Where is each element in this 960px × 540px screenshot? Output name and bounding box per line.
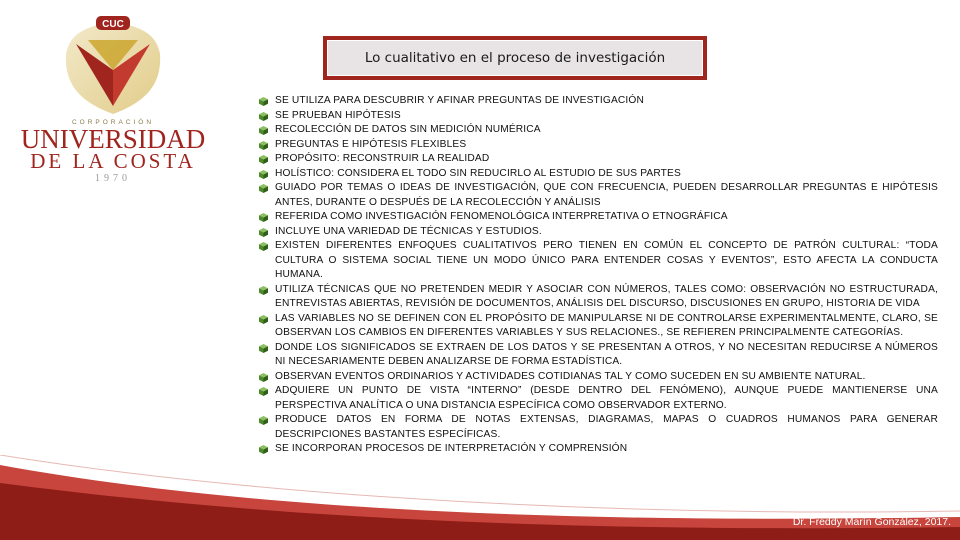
- logo-badge-text: CUC: [102, 19, 124, 30]
- green-cube-icon: [259, 141, 268, 150]
- bullet-text: HOLÍSTICO: CONSIDERA EL TODO SIN REDUCIRLO AL ESTUDIO DE SUS PARTES: [275, 167, 681, 179]
- bullet-item: [258, 94, 938, 109]
- bullet-list: [258, 94, 938, 457]
- bullet-item: [258, 312, 938, 341]
- bullet-text: RECOLECCIÓN DE DATOS SIN MEDICIÓN NUMÉRICA: [275, 124, 541, 135]
- slide-title: Lo cualitativo en el proceso de investigación: [364, 50, 666, 66]
- green-cube-icon: [259, 387, 268, 396]
- bullet-text: PREGUNTAS E HIPÓTESIS FLEXIBLES: [275, 138, 467, 150]
- bullet-item: [258, 239, 938, 283]
- bullet-text: OBSERVAN EVENTOS ORDINARIOS Y ACTIVIDADES COTIDIANAS TAL Y COMO SUCEDEN EN SU AMBIENTE NATURAL.: [275, 370, 866, 382]
- bullet-text: SE PRUEBAN HIPÓTESIS: [275, 109, 401, 121]
- green-cube-icon: [259, 228, 268, 237]
- green-cube-icon: [259, 416, 268, 425]
- logo-arc-text: CORPORACIÓN: [71, 119, 155, 126]
- bullet-text: INCLUYE UNA VARIEDAD DE TÉCNICAS Y ESTUDIOS.: [275, 225, 542, 237]
- green-cube-icon: [259, 344, 268, 353]
- university-logo: [18, 14, 208, 184]
- green-cube-icon: [259, 97, 268, 106]
- green-cube-icon: [259, 155, 268, 164]
- bullet-text: REFERIDA COMO INVESTIGACIÓN FENOMENOLÓGICA INTERPRETATIVA O ETNOGRÁFICA: [275, 211, 728, 222]
- green-cube-icon: [259, 184, 268, 193]
- bullet-text: ADQUIERE UN PUNTO DE VISTA “INTERNO” (DESDE DENTRO DEL FENÓMENO), AUNQUE PUEDE MANTIENERSE UNA PERSPECTIVA ANALÍTICA O UNA DISTANCIA ESPECÍFICA COMO OBSERVADOR EXTERNO.: [275, 385, 938, 411]
- bullet-item: [258, 283, 938, 312]
- bullet-item: [258, 341, 938, 370]
- bullet-item: [258, 123, 938, 138]
- slide-title-box: [323, 36, 707, 80]
- bullet-text: PRODUCE DATOS EN FORMA DE NOTAS EXTENSAS, DIAGRAMAS, MAPAS O CUADROS HUMANOS PARA GENERAR DESCRIPCIONES BASTANTES ESPECÍFICAS.: [275, 414, 938, 440]
- bullet-item: [258, 225, 938, 240]
- logo-name-line2: DE LA COSTA: [30, 149, 196, 173]
- bullet-item: [258, 210, 938, 225]
- green-cube-icon: [259, 445, 268, 454]
- bullet-item: [258, 181, 938, 210]
- bullet-text: EXISTEN DIFERENTES ENFOQUES CUALITATIVOS PERO TIENEN EN COMÚN EL CONCEPTO DE PATRÓN CULTURAL: “TODA CULTURA O SISTEMA SOCIAL TIENE UN MODO ÚNICO PARA ENTENDER COSAS Y EVENTOS”, ESTO AFECTA LA CONDUCTA HUMANA.: [275, 240, 938, 280]
- green-cube-icon: [259, 112, 268, 121]
- bullet-text: SE INCORPORAN PROCESOS DE INTERPRETACIÓN Y COMPRENSIÓN: [275, 443, 628, 454]
- green-cube-icon: [259, 315, 268, 324]
- green-cube-icon: [259, 126, 268, 135]
- bullet-item: [258, 384, 938, 413]
- bullet-item: [258, 167, 938, 182]
- green-cube-icon: [259, 170, 268, 179]
- bullet-item: [258, 413, 938, 442]
- bullet-text: SE UTILIZA PARA DESCUBRIR Y AFINAR PREGUNTAS DE INVESTIGACIÓN: [275, 95, 644, 106]
- green-cube-icon: [259, 286, 268, 295]
- green-cube-icon: [259, 242, 268, 251]
- green-cube-icon: [259, 213, 268, 222]
- green-cube-icon: [259, 373, 268, 382]
- bullet-text: LAS VARIABLES NO SE DEFINEN CON EL PROPÓSITO DE MANIPULARSE NI DE CONTROLARSE EXPERIMENTALMENTE, CLARO, SE OBSERVAN LOS CAMBIOS EN DIFERENTES VARIABLES Y SUS RELACIONES., SE REFIEREN PRINCIPALMENTE CATEGORÍAS.: [275, 312, 938, 338]
- author-credit: Dr. Freddy Marín González, 2017.: [792, 516, 951, 528]
- bullet-text: UTILIZA TÉCNICAS QUE NO PRETENDEN MEDIR Y ASOCIAR CON NÚMEROS, TALES COMO: OBSERVACIÓN NO ESTRUCTURADA, ENTREVISTAS ABIERTAS, REVISIÓN DE DOCUMENTOS, ANÁLISIS DEL DISCURSO, DISCUSIONES EN GRUPO, HISTORIA DE VIDA: [275, 283, 938, 309]
- bullet-text: DONDE LOS SIGNIFICADOS SE EXTRAEN DE LOS DATOS Y SE PRESENTAN A OTROS, Y NO NECESITAN REDUCIRSE A NÚMEROS NI NECESARIAMENTE DEBEN ANALIZARSE DE FORMA ESTADÍSTICA.: [275, 341, 938, 367]
- bullet-item: [258, 152, 938, 167]
- shield-emblem: [66, 16, 160, 114]
- bullet-text: PROPÓSITO: RECONSTRUIR LA REALIDAD: [275, 153, 490, 164]
- bullet-item: [258, 370, 938, 385]
- logo-year: 1970: [95, 173, 131, 184]
- logo-name-line1: UNIVERSIDAD: [20, 124, 206, 154]
- bullet-text: GUIADO POR TEMAS O IDEAS DE INVESTIGACIÓN, QUE CON FRECUENCIA, PUEDEN DESARROLLAR PREGUNTAS E HIPÓTESIS ANTES, DURANTE O DESPUÉS DE LA RECOLECCIÓN Y ANÁLISIS: [275, 182, 938, 208]
- bullet-item: [258, 138, 938, 153]
- bullet-item: [258, 109, 938, 124]
